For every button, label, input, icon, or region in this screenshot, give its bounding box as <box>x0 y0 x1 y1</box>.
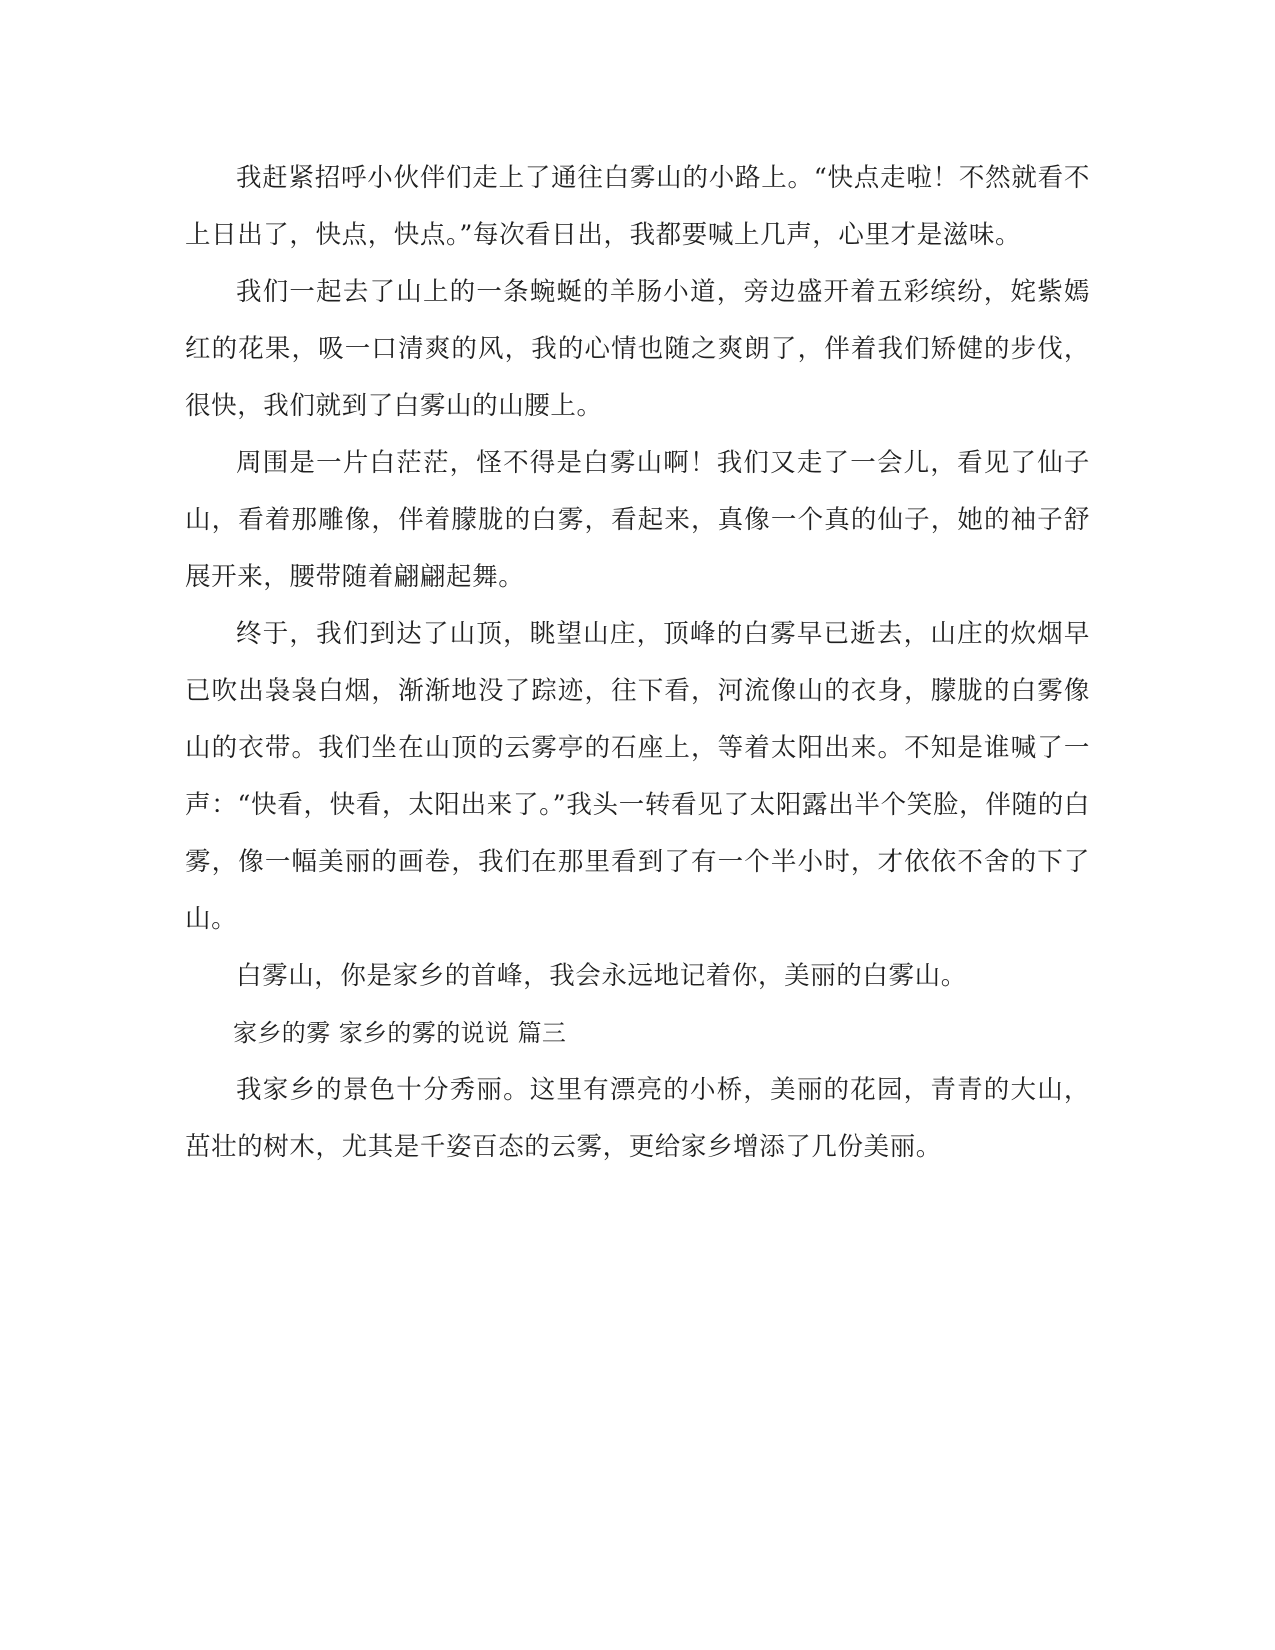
paragraph: 周围是一片白茫茫，怪不得是白雾山啊！我们又走了一会儿，看见了仙子山，看着那雕像，伴着朦胧的白雾，看起来，真像一个真的仙子，她的袖子舒展开来，腰带随着翩翩起舞。 <box>185 448 1090 592</box>
paragraph: 白雾山，你是家乡的首峰，我会永远地记着你，美丽的白雾山。 <box>236 961 967 991</box>
paragraph: 终于，我们到达了山顶，眺望山庄，顶峰的白雾早已逝去，山庄的炊烟早已吹出袅袅白烟，渐渐地没了踪迹，往下看，河流像山的衣身，朦胧的白雾像山的衣带。我们坐在山顶的云雾亭的石座上，等着太阳出来。不知是谁喊了一声：“快看，快看，太阳出来了。”我头一转看见了太阳露出半个笑脸，伴随的白雾，像一幅美丽的画卷，我们在那里看到了有一个半小时，才依依不舍的下了山。 <box>185 619 1090 934</box>
section-heading: 家乡的雾 家乡的雾的说说 篇三 <box>233 1019 567 1047</box>
paragraph: 我家乡的景色十分秀丽。这里有漂亮的小桥，美丽的花园，青青的大山，茁壮的树木，尤其是千姿百态的云雾，更给家乡增添了几份美丽。 <box>185 1075 1090 1162</box>
document-body <box>185 150 1090 1176</box>
paragraph: 我赶紧招呼小伙伴们走上了通往白雾山的小路上。“快点走啦！不然就看不上日出了，快点，快点。”每次看日出，我都要喊上几声，心里才是滋味。 <box>185 163 1090 250</box>
paragraph: 我们一起去了山上的一条蜿蜒的羊肠小道，旁边盛开着五彩缤纷，姹紫嫣红的花果，吸一口清爽的风，我的心情也随之爽朗了，伴着我们矫健的步伐，很快，我们就到了白雾山的山腰上。 <box>185 277 1090 421</box>
